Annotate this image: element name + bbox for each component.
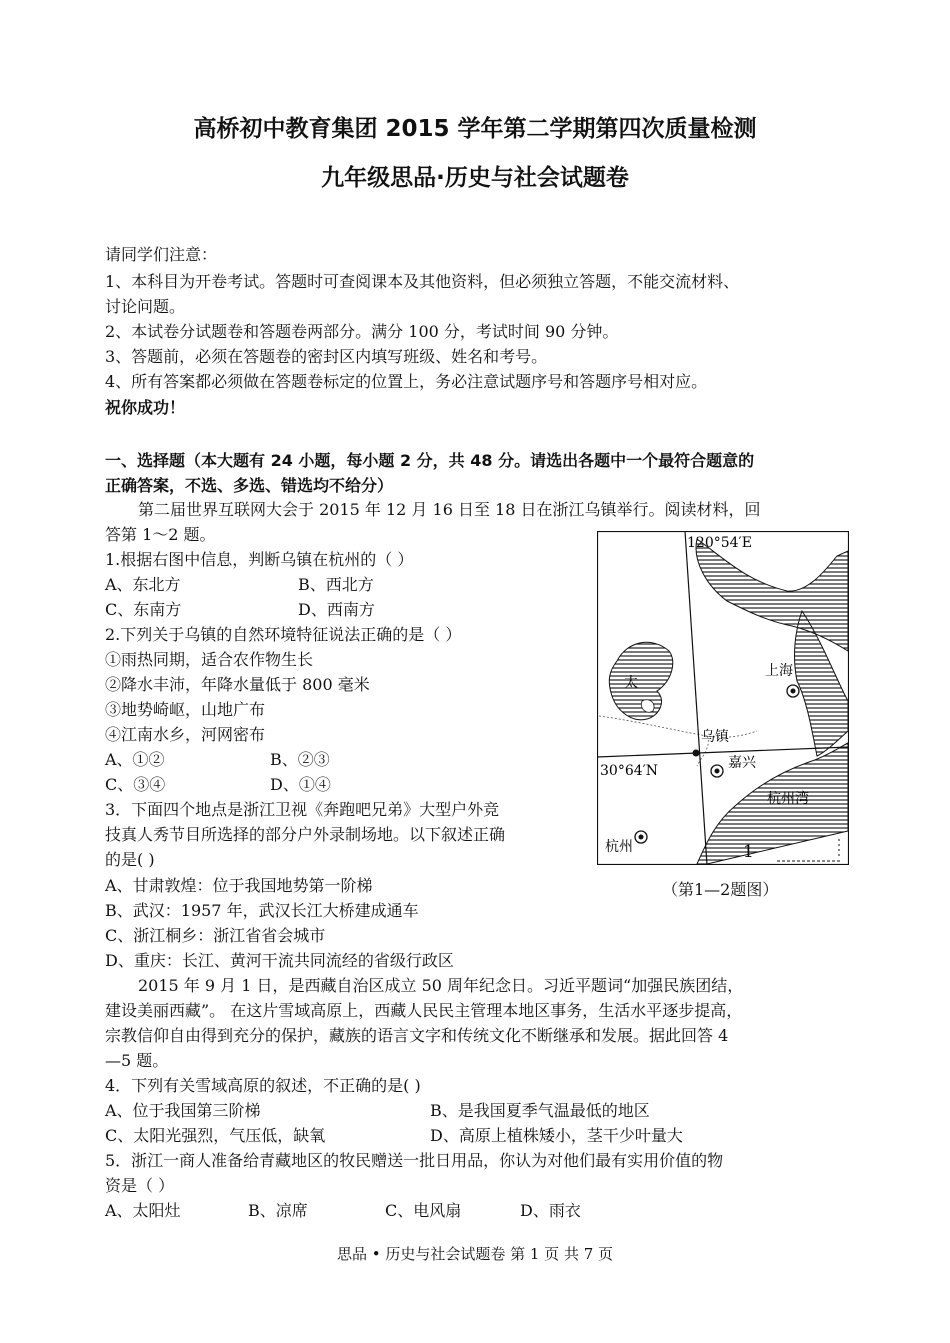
notice-heading: 请同学们注意：	[105, 245, 218, 264]
exam-title-line1: 高桥初中教育集团 2015 学年第二学期第四次质量检测	[193, 116, 757, 142]
section-heading: 一、选择题（本大题有 24 小题，每小题 2 分，共 48 分。请选出各题中一个最符合题意的	[105, 451, 755, 470]
material-tibet-cont: 建设美丽西藏”。 在这片雪域高原上，西藏人民民主管理本地区事务，生活水平逐步提高，	[105, 1001, 743, 1020]
option: B、凉席	[248, 1201, 308, 1220]
wuzhen-location-map	[597, 531, 849, 865]
notice-item: 1、本科目为开卷考试。答题时可查阅课本及其他资料，但必须独立答题，不能交流材料、	[105, 272, 740, 291]
question-3: 3．下面四个地点是浙江卫视《奔跑吧兄弟》大型户外竞	[105, 800, 500, 819]
option: D、重庆：长江、黄河干流共同流经的省级行政区	[105, 951, 454, 970]
option: D、①④	[270, 775, 331, 794]
exam-title-line2: 九年级思品·历史与社会试题卷	[321, 165, 629, 191]
statement: ④江南水乡，河网密布	[105, 725, 266, 744]
option: C、太阳光强烈，气压低，缺氧	[105, 1126, 326, 1145]
notice-item: 讨论问题。	[105, 297, 186, 316]
question-3-cont: 技真人秀节目所选择的部分户外录制场地。以下叙述正确	[105, 825, 506, 844]
option: D、高原上植株矮小，茎干少叶量大	[430, 1126, 683, 1145]
option: D、雨衣	[520, 1201, 581, 1220]
statement: ①雨热同期，适合农作物生长	[105, 650, 314, 669]
shanghai-label: 上海	[765, 663, 793, 679]
statement: ③地势崎岖，山地广布	[105, 700, 266, 719]
option: B、是我国夏季气温最低的地区	[430, 1101, 650, 1120]
material-tibet: 2015 年 9 月 1 日，是西藏自治区成立 50 周年纪念日。习近平题词“加强民族团结，	[138, 976, 744, 995]
wuzhen-label: 乌镇	[701, 729, 729, 745]
option: A、位于我国第三阶梯	[105, 1101, 261, 1120]
option: C、浙江桐乡：浙江省省会城市	[105, 926, 326, 945]
scale-label: 1	[743, 842, 754, 862]
wuzhen-point	[693, 750, 700, 757]
hangzhou-label: 杭州	[605, 839, 633, 855]
option: C、电风扇	[385, 1201, 462, 1220]
question-1: 1.根据右图中信息，判断乌镇在杭州的（ ）	[105, 550, 414, 569]
material-intro: 第二届世界互联网大会于 2015 年 12 月 16 日至 18 日在浙江乌镇举行。阅读材料，回	[138, 500, 761, 519]
option: D、西南方	[298, 600, 375, 619]
material-tibet-cont: —5 题。	[105, 1051, 169, 1070]
question-5: 5．浙江一商人准备给青藏地区的牧民赠送一批日用品，你认为对他们最有实用价值的物	[105, 1151, 724, 1170]
question-2: 2.下列关于乌镇的自然环境特征说法正确的是（ ）	[105, 625, 462, 644]
hangzhou-bay-label: 杭州湾	[767, 791, 809, 807]
jiaxing-label: 嘉兴	[728, 755, 756, 771]
option: B、西北方	[298, 575, 374, 594]
question-3-cont: 的是( )	[105, 850, 155, 869]
longitude-label: 120°54′E	[687, 535, 752, 551]
map-caption: （第1—2题图）	[662, 880, 779, 899]
option: B、武汉：1957 年，武汉长江大桥建成通车	[105, 901, 419, 920]
notice-item: 3、答题前，必须在答题卷的密封区内填写班级、姓名和考号。	[105, 347, 548, 366]
notice-item: 4、所有答案都必须做在答题卷标定的位置上，务必注意试题序号和答题序号相对应。	[105, 372, 708, 391]
option: A、甘肃敦煌：位于我国地势第一阶梯	[105, 876, 373, 895]
option: C、东南方	[105, 600, 182, 619]
statement: ②降水丰沛，年降水量低于 800 毫米	[105, 675, 370, 694]
material-intro-cont: 答第 1～2 题。	[105, 525, 216, 544]
option: A、①②	[105, 750, 165, 769]
option: A、太阳灶	[105, 1201, 181, 1220]
question-5-cont: 资是（ ）	[105, 1176, 175, 1195]
option: A、东北方	[105, 575, 181, 594]
question-4: 4．下列有关雪域高原的叙述，不正确的是( )	[105, 1076, 421, 1095]
section-heading-cont: 正确答案，不选、多选、错选均不给分）	[105, 476, 394, 495]
notice-closing: 祝你成功！	[105, 398, 186, 417]
notice-item: 2、本试卷分试题卷和答题卷两部分。满分 100 分，考试时间 90 分钟。	[105, 322, 619, 341]
material-tibet-cont: 宗教信仰自由得到充分的保护，藏族的语言文字和传统文化不断继承和发展。据此回答 4	[105, 1026, 729, 1045]
option: C、③④	[105, 775, 166, 794]
page-footer: 思品 • 历史与社会试题卷 第 1 页 共 7 页	[336, 1245, 614, 1263]
latitude-label: 30°64′N	[600, 763, 659, 779]
taihu-label: 太	[624, 675, 638, 691]
option: B、②③	[270, 750, 330, 769]
